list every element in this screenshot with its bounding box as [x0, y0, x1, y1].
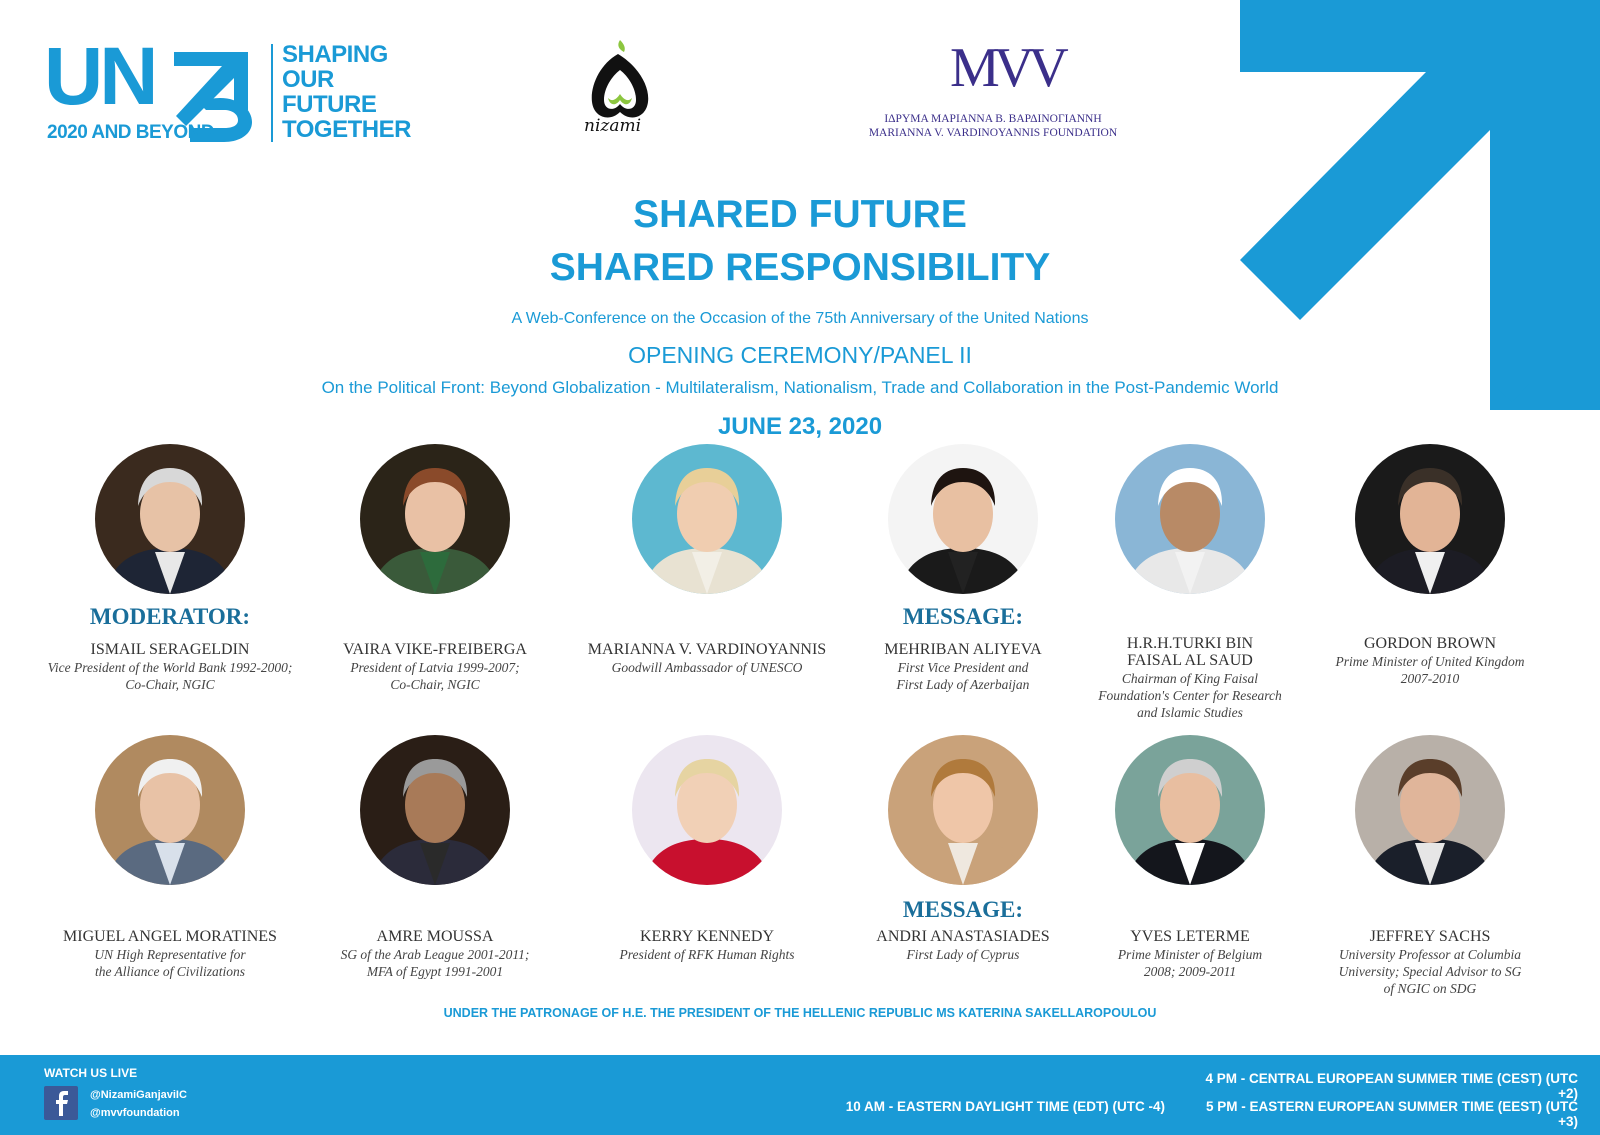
- facebook-handle-nizami[interactable]: @NizamiGanjaviIC: [90, 1089, 187, 1101]
- speaker-description: Vice President of the World Bank 1992-2000; Co-Chair, NGIC: [47, 660, 293, 692]
- speaker-role-tag: MODERATOR:: [89, 604, 251, 629]
- speaker-name: MEHRIBAN ALIYEVA: [884, 641, 1042, 658]
- speaker-description: First Lady of Cyprus: [906, 947, 1020, 962]
- un75-divider: [271, 44, 273, 142]
- speaker-photo: [360, 444, 510, 594]
- speaker-photo: [1115, 735, 1265, 885]
- speaker-description: President of Latvia 1999-2007; Co-Chair, NGIC: [350, 660, 520, 692]
- speaker-name: ANDRI ANASTASIADES: [876, 928, 1050, 945]
- speaker-description: Goodwill Ambassador of UNESCO: [611, 660, 803, 675]
- un75-slogan: SHAPING OUR FUTURE TOGETHER: [282, 41, 411, 143]
- speaker-description: Chairman of King Faisal Foundation's Center for Research and Islamic Studies: [1098, 671, 1282, 720]
- subtitle: A Web-Conference on the Occasion of the 75th Anniversary of the United Nations: [511, 310, 1089, 327]
- time-cest: 4 PM - CENTRAL EUROPEAN SUMMER TIME (CEST) (UTC +2): [1205, 1071, 1578, 1101]
- speaker-name: AMRE MOUSSA: [376, 928, 494, 945]
- speaker-photo: [888, 735, 1038, 885]
- patronage-line: UNDER THE PATRONAGE OF H.E. THE PRESIDENT OF THE HELLENIC REPUBLIC MS KATERINA SAKELLAROPOULOU: [443, 1006, 1157, 1020]
- event-date: JUNE 23, 2020: [717, 413, 883, 440]
- speaker-photo: [95, 444, 245, 594]
- speaker-photo: [1355, 735, 1505, 885]
- speaker-name: YVES LETERME: [1130, 928, 1250, 945]
- facebook-handle-mvv[interactable]: @mvvfoundation: [90, 1107, 180, 1119]
- speaker-photo: [888, 444, 1038, 594]
- speaker-description: SG of the Arab League 2001-2011; MFA of Egypt 1991-2001: [340, 947, 530, 979]
- speaker-description: Prime Minister of United Kingdom 2007-2010: [1335, 654, 1525, 686]
- speaker-name: ISMAIL SERAGELDIN: [90, 641, 250, 658]
- speaker-photo: [1355, 444, 1505, 594]
- speaker-photo: [95, 735, 245, 885]
- nizami-logo-text: nizami: [584, 116, 642, 136]
- time-eest: 5 PM - EASTERN EUROPEAN SUMMER TIME (EEST) (UTC +3): [1205, 1099, 1578, 1129]
- speaker-name: MIGUEL ANGEL MORATINES: [63, 928, 277, 945]
- watch-live-label: WATCH US LIVE: [44, 1066, 138, 1080]
- speaker-photo: [632, 735, 782, 885]
- speaker-description: President of RFK Human Rights: [619, 947, 795, 962]
- speaker-description: UN High Representative for the Alliance of Civilizations: [94, 947, 246, 979]
- un75-logo-text: UN: [44, 31, 155, 122]
- speaker-name: VAIRA VIKE-FREIBERGA: [343, 641, 527, 658]
- speaker-description: Prime Minister of Belgium 2008; 2009-2011: [1117, 947, 1263, 979]
- speaker-name: H.R.H.TURKI BIN FAISAL AL SAUD: [1126, 635, 1254, 669]
- panel-title: OPENING CEREMONY/PANEL II: [628, 342, 972, 368]
- mvv-monogram: MVV: [950, 37, 1063, 99]
- speaker-photo: [1115, 444, 1265, 594]
- speaker-name: GORDON BROWN: [1364, 635, 1496, 652]
- speaker-photo: [360, 735, 510, 885]
- title-line-2: SHARED RESPONSIBILITY: [549, 246, 1051, 289]
- time-edt: 10 AM - EASTERN DAYLIGHT TIME (EDT) (UTC -4): [845, 1099, 1165, 1114]
- mvv-foundation-name: ΙΔΡΥΜΑ ΜΑΡΙΑΝΝΑ Β. ΒΑΡΔΙΝΟΓΙΑΝΝΗ MARIANNA V. VARDINOYANNIS FOUNDATION: [868, 113, 1118, 139]
- speaker-description: First Vice President and First Lady of Azerbaijan: [896, 660, 1030, 692]
- speaker-photo: [632, 444, 782, 594]
- speaker-role-tag: MESSAGE:: [902, 897, 1024, 922]
- un75-tagline: 2020 AND BEYOND: [47, 122, 215, 143]
- speaker-name: JEFFREY SACHS: [1369, 928, 1491, 945]
- speaker-role-tag: MESSAGE:: [902, 604, 1024, 629]
- facebook-icon[interactable]: [44, 1086, 78, 1120]
- speaker-name: KERRY KENNEDY: [639, 928, 775, 945]
- title-line-1: SHARED FUTURE: [633, 193, 967, 236]
- panel-topic: On the Political Front: Beyond Globalization - Multilateralism, Nationalism, Trade and Collaboration in the Post-Pandemic World: [321, 378, 1279, 397]
- speaker-description: University Professor at Columbia University; Special Advisor to SG of NGIC on SDG: [1338, 947, 1522, 996]
- speaker-name: MARIANNA V. VARDINOYANNIS: [587, 641, 827, 658]
